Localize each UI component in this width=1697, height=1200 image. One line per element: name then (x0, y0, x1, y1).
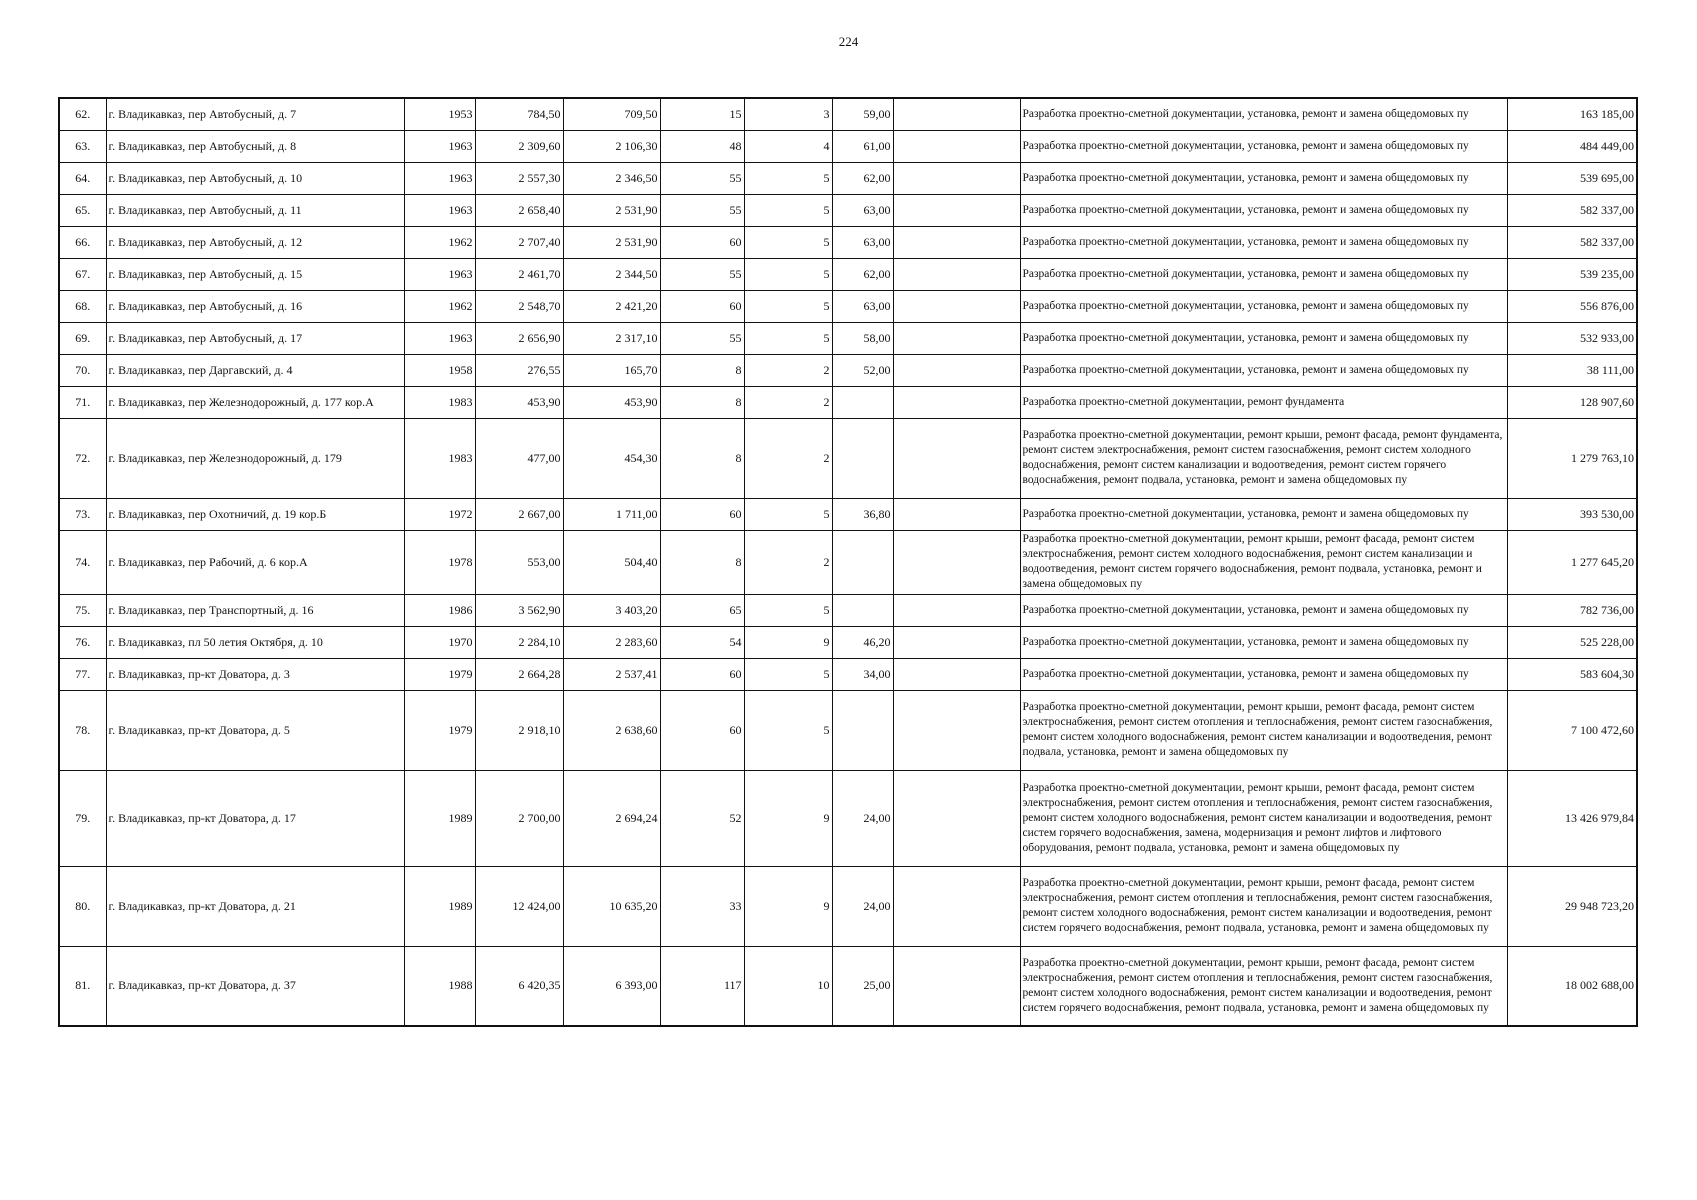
living-area-cell: 2 317,10 (563, 322, 660, 354)
residents-cell: 60 (660, 658, 744, 690)
cost-cell: 7 100 472,60 (1507, 690, 1637, 770)
wear-cell: 63,00 (832, 290, 893, 322)
floors-cell: 5 (744, 658, 832, 690)
cost-cell: 1 277 645,20 (1507, 530, 1637, 594)
extra-cell (893, 162, 1020, 194)
floors-cell: 5 (744, 690, 832, 770)
address-cell: г. Владикавказ, пр-кт Доватора, д. 21 (106, 866, 404, 946)
wear-cell: 25,00 (832, 946, 893, 1026)
wear-cell: 62,00 (832, 258, 893, 290)
works-cell: Разработка проектно-сметной документации, установка, ремонт и замена общедомовых пу (1020, 594, 1507, 626)
year-cell: 1972 (404, 498, 475, 530)
total-area-cell: 2 557,30 (475, 162, 563, 194)
total-area-cell: 2 667,00 (475, 498, 563, 530)
extra-cell (893, 226, 1020, 258)
total-area-cell: 2 707,40 (475, 226, 563, 258)
living-area-cell: 2 531,90 (563, 194, 660, 226)
cost-cell: 484 449,00 (1507, 130, 1637, 162)
floors-cell: 10 (744, 946, 832, 1026)
works-cell: Разработка проектно-сметной документации, установка, ремонт и замена общедомовых пу (1020, 258, 1507, 290)
page-number: 224 (838, 34, 859, 49)
cost-cell: 582 337,00 (1507, 194, 1637, 226)
extra-cell (893, 946, 1020, 1026)
wear-cell: 36,80 (832, 498, 893, 530)
wear-cell (832, 386, 893, 418)
total-area-cell: 2 656,90 (475, 322, 563, 354)
cost-cell: 556 876,00 (1507, 290, 1637, 322)
residents-cell: 54 (660, 626, 744, 658)
total-area-cell: 2 548,70 (475, 290, 563, 322)
cost-cell: 1 279 763,10 (1507, 418, 1637, 498)
address-cell: г. Владикавказ, пр-кт Доватора, д. 17 (106, 770, 404, 866)
row-number: 71. (59, 386, 106, 418)
extra-cell (893, 290, 1020, 322)
extra-cell (893, 194, 1020, 226)
extra-cell (893, 258, 1020, 290)
address-cell: г. Владикавказ, пр-кт Доватора, д. 3 (106, 658, 404, 690)
table-row (59, 98, 1637, 130)
cost-cell: 38 111,00 (1507, 354, 1637, 386)
cost-cell: 532 933,00 (1507, 322, 1637, 354)
works-cell: Разработка проектно-сметной документации, ремонт крыши, ремонт фасада, ремонт систем электроснабжения, ремонт систем холодного водоснабжения, ремонт систем канализации и водоотведения, ремонт систем горячего водоснабжения, ремонт подвала, установка, ремонт и замена общедомовых пу (1020, 530, 1507, 594)
address-cell: г. Владикавказ, пр-кт Доватора, д. 5 (106, 690, 404, 770)
address-cell: г. Владикавказ, пер Автобусный, д. 17 (106, 322, 404, 354)
living-area-cell: 504,40 (563, 530, 660, 594)
works-cell: Разработка проектно-сметной документации, установка, ремонт и замена общедомовых пу (1020, 290, 1507, 322)
total-area-cell: 2 461,70 (475, 258, 563, 290)
floors-cell: 5 (744, 594, 832, 626)
cost-cell: 525 228,00 (1507, 626, 1637, 658)
works-cell: Разработка проектно-сметной документации, установка, ремонт и замена общедомовых пу (1020, 98, 1507, 130)
wear-cell: 58,00 (832, 322, 893, 354)
row-number: 68. (59, 290, 106, 322)
address-cell: г. Владикавказ, пер Автобусный, д. 15 (106, 258, 404, 290)
works-cell: Разработка проектно-сметной документации, ремонт крыши, ремонт фасада, ремонт систем электроснабжения, ремонт систем отопления и теплоснабжения, ремонт систем газоснабжения, ремонт систем холодного водоснабжения, ремонт систем канализации и водоотведения, ремонт систем горячего водоснабжения, замена, модернизация и ремонт лифтов и лифтового оборудования, ремонт подвала, установка, ремонт и замена общедомовых пу (1020, 770, 1507, 866)
residents-cell: 60 (660, 498, 744, 530)
floors-cell: 9 (744, 866, 832, 946)
extra-cell (893, 626, 1020, 658)
wear-cell: 59,00 (832, 98, 893, 130)
row-number: 62. (59, 98, 106, 130)
residents-cell: 55 (660, 322, 744, 354)
works-cell: Разработка проектно-сметной документации, установка, ремонт и замена общедомовых пу (1020, 626, 1507, 658)
floors-cell: 5 (744, 162, 832, 194)
wear-cell: 24,00 (832, 866, 893, 946)
cost-cell: 582 337,00 (1507, 226, 1637, 258)
floors-cell: 3 (744, 98, 832, 130)
residents-cell: 48 (660, 130, 744, 162)
residents-cell: 8 (660, 530, 744, 594)
floors-cell: 9 (744, 770, 832, 866)
works-cell: Разработка проектно-сметной документации, ремонт крыши, ремонт фасада, ремонт фундамента, ремонт систем электроснабжения, ремонт систем газоснабжения, ремонт систем холодного водоснабжения, ремонт систем канализации и водоотведения, ремонт систем горячего водоснабжения, ремонт подвала, установка, ремонт и замена общедомовых пу (1020, 418, 1507, 498)
table-row (59, 194, 1637, 226)
wear-cell (832, 530, 893, 594)
year-cell: 1983 (404, 418, 475, 498)
table-row (59, 498, 1637, 530)
year-cell: 1989 (404, 770, 475, 866)
residents-cell: 52 (660, 770, 744, 866)
row-number: 69. (59, 322, 106, 354)
living-area-cell: 453,90 (563, 386, 660, 418)
address-cell: г. Владикавказ, пер Транспортный, д. 16 (106, 594, 404, 626)
address-cell: г. Владикавказ, пер Даргавский, д. 4 (106, 354, 404, 386)
total-area-cell: 2 700,00 (475, 770, 563, 866)
table-row (59, 290, 1637, 322)
works-cell: Разработка проектно-сметной документации, установка, ремонт и замена общедомовых пу (1020, 130, 1507, 162)
row-number: 75. (59, 594, 106, 626)
residents-cell: 55 (660, 194, 744, 226)
table-row (59, 354, 1637, 386)
row-number: 65. (59, 194, 106, 226)
works-cell: Разработка проектно-сметной документации, установка, ремонт и замена общедомовых пу (1020, 226, 1507, 258)
year-cell: 1962 (404, 226, 475, 258)
address-cell: г. Владикавказ, пер Автобусный, д. 16 (106, 290, 404, 322)
living-area-cell: 2 346,50 (563, 162, 660, 194)
works-cell: Разработка проектно-сметной документации, ремонт фундамента (1020, 386, 1507, 418)
wear-cell (832, 690, 893, 770)
living-area-cell: 2 537,41 (563, 658, 660, 690)
extra-cell (893, 130, 1020, 162)
extra-cell (893, 690, 1020, 770)
extra-cell (893, 594, 1020, 626)
cost-cell: 163 185,00 (1507, 98, 1637, 130)
extra-cell (893, 866, 1020, 946)
year-cell: 1986 (404, 594, 475, 626)
wear-cell: 63,00 (832, 194, 893, 226)
cost-cell: 583 604,30 (1507, 658, 1637, 690)
wear-cell: 62,00 (832, 162, 893, 194)
wear-cell: 24,00 (832, 770, 893, 866)
floors-cell: 2 (744, 386, 832, 418)
wear-cell: 46,20 (832, 626, 893, 658)
extra-cell (893, 418, 1020, 498)
total-area-cell: 2 658,40 (475, 194, 563, 226)
address-cell: г. Владикавказ, пер Автобусный, д. 11 (106, 194, 404, 226)
cost-cell: 539 695,00 (1507, 162, 1637, 194)
floors-cell: 5 (744, 498, 832, 530)
wear-cell (832, 418, 893, 498)
cost-cell: 13 426 979,84 (1507, 770, 1637, 866)
living-area-cell: 1 711,00 (563, 498, 660, 530)
living-area-cell: 2 421,20 (563, 290, 660, 322)
address-cell: г. Владикавказ, пер Автобусный, д. 12 (106, 226, 404, 258)
row-number: 67. (59, 258, 106, 290)
floors-cell: 2 (744, 530, 832, 594)
wear-cell: 52,00 (832, 354, 893, 386)
year-cell: 1962 (404, 290, 475, 322)
table-row (59, 386, 1637, 418)
table-row (59, 866, 1637, 946)
living-area-cell: 454,30 (563, 418, 660, 498)
table-row (59, 418, 1637, 498)
living-area-cell: 2 531,90 (563, 226, 660, 258)
works-cell: Разработка проектно-сметной документации, установка, ремонт и замена общедомовых пу (1020, 322, 1507, 354)
address-cell: г. Владикавказ, пер Рабочий, д. 6 кор.А (106, 530, 404, 594)
row-number: 78. (59, 690, 106, 770)
floors-cell: 5 (744, 226, 832, 258)
extra-cell (893, 386, 1020, 418)
table-row (59, 162, 1637, 194)
residents-cell: 55 (660, 258, 744, 290)
floors-cell: 2 (744, 354, 832, 386)
works-cell: Разработка проектно-сметной документации, установка, ремонт и замена общедомовых пу (1020, 498, 1507, 530)
living-area-cell: 2 106,30 (563, 130, 660, 162)
table-row (59, 658, 1637, 690)
table-row (59, 690, 1637, 770)
works-cell: Разработка проектно-сметной документации, установка, ремонт и замена общедомовых пу (1020, 194, 1507, 226)
row-number: 70. (59, 354, 106, 386)
floors-cell: 2 (744, 418, 832, 498)
living-area-cell: 6 393,00 (563, 946, 660, 1026)
table-row (59, 530, 1637, 594)
row-number: 73. (59, 498, 106, 530)
extra-cell (893, 658, 1020, 690)
row-number: 79. (59, 770, 106, 866)
table-row (59, 770, 1637, 866)
year-cell: 1963 (404, 258, 475, 290)
address-cell: г. Владикавказ, пер Автобусный, д. 7 (106, 98, 404, 130)
table-body (59, 98, 1637, 1026)
wear-cell (832, 594, 893, 626)
table-row (59, 594, 1637, 626)
address-cell: г. Владикавказ, пер Автобусный, д. 8 (106, 130, 404, 162)
wear-cell: 63,00 (832, 226, 893, 258)
year-cell: 1963 (404, 130, 475, 162)
table-row (59, 626, 1637, 658)
floors-cell: 5 (744, 258, 832, 290)
year-cell: 1989 (404, 866, 475, 946)
address-cell: г. Владикавказ, пер Железнодорожный, д. 179 (106, 418, 404, 498)
table-row (59, 130, 1637, 162)
year-cell: 1963 (404, 194, 475, 226)
cost-cell: 29 948 723,20 (1507, 866, 1637, 946)
address-cell: г. Владикавказ, пр-кт Доватора, д. 37 (106, 946, 404, 1026)
row-number: 77. (59, 658, 106, 690)
floors-cell: 5 (744, 322, 832, 354)
extra-cell (893, 322, 1020, 354)
year-cell: 1953 (404, 98, 475, 130)
address-cell: г. Владикавказ, пер Автобусный, д. 10 (106, 162, 404, 194)
row-number: 74. (59, 530, 106, 594)
total-area-cell: 453,90 (475, 386, 563, 418)
extra-cell (893, 498, 1020, 530)
extra-cell (893, 98, 1020, 130)
works-cell: Разработка проектно-сметной документации, ремонт крыши, ремонт фасада, ремонт систем электроснабжения, ремонт систем отопления и теплоснабжения, ремонт систем газоснабжения, ремонт систем холодного водоснабжения, ремонт систем канализации и водоотведения, ремонт подвала, установка, ремонт и замена общедомовых пу (1020, 690, 1507, 770)
year-cell: 1978 (404, 530, 475, 594)
row-number: 72. (59, 418, 106, 498)
row-number: 63. (59, 130, 106, 162)
total-area-cell: 6 420,35 (475, 946, 563, 1026)
floors-cell: 9 (744, 626, 832, 658)
residents-cell: 60 (660, 690, 744, 770)
total-area-cell: 12 424,00 (475, 866, 563, 946)
cost-cell: 539 235,00 (1507, 258, 1637, 290)
table-row (59, 226, 1637, 258)
year-cell: 1963 (404, 162, 475, 194)
year-cell: 1963 (404, 322, 475, 354)
total-area-cell: 3 562,90 (475, 594, 563, 626)
address-cell: г. Владикавказ, пл 50 летия Октября, д. 10 (106, 626, 404, 658)
living-area-cell: 10 635,20 (563, 866, 660, 946)
extra-cell (893, 770, 1020, 866)
row-number: 66. (59, 226, 106, 258)
address-cell: г. Владикавказ, пер Охотничий, д. 19 кор.Б (106, 498, 404, 530)
residents-cell: 8 (660, 418, 744, 498)
floors-cell: 4 (744, 130, 832, 162)
address-cell: г. Владикавказ, пер Железнодорожный, д. 177 кор.А (106, 386, 404, 418)
extra-cell (893, 530, 1020, 594)
living-area-cell: 3 403,20 (563, 594, 660, 626)
total-area-cell: 784,50 (475, 98, 563, 130)
year-cell: 1979 (404, 690, 475, 770)
total-area-cell: 276,55 (475, 354, 563, 386)
floors-cell: 5 (744, 290, 832, 322)
works-cell: Разработка проектно-сметной документации, ремонт крыши, ремонт фасада, ремонт систем электроснабжения, ремонт систем отопления и теплоснабжения, ремонт систем газоснабжения, ремонт систем холодного водоснабжения, ремонт систем канализации и водоотведения, ремонт систем горячего водоснабжения, ремонт подвала, установка, ремонт и замена общедомовых пу (1020, 866, 1507, 946)
housing-repair-table (58, 97, 1638, 1027)
total-area-cell: 2 664,28 (475, 658, 563, 690)
total-area-cell: 2 284,10 (475, 626, 563, 658)
living-area-cell: 2 638,60 (563, 690, 660, 770)
residents-cell: 8 (660, 386, 744, 418)
living-area-cell: 2 694,24 (563, 770, 660, 866)
living-area-cell: 2 283,60 (563, 626, 660, 658)
living-area-cell: 709,50 (563, 98, 660, 130)
row-number: 80. (59, 866, 106, 946)
cost-cell: 393 530,00 (1507, 498, 1637, 530)
residents-cell: 117 (660, 946, 744, 1026)
total-area-cell: 477,00 (475, 418, 563, 498)
table-row (59, 946, 1637, 1026)
year-cell: 1983 (404, 386, 475, 418)
year-cell: 1970 (404, 626, 475, 658)
living-area-cell: 2 344,50 (563, 258, 660, 290)
residents-cell: 55 (660, 162, 744, 194)
residents-cell: 8 (660, 354, 744, 386)
living-area-cell: 165,70 (563, 354, 660, 386)
residents-cell: 65 (660, 594, 744, 626)
year-cell: 1979 (404, 658, 475, 690)
extra-cell (893, 354, 1020, 386)
total-area-cell: 553,00 (475, 530, 563, 594)
total-area-cell: 2 918,10 (475, 690, 563, 770)
cost-cell: 128 907,60 (1507, 386, 1637, 418)
residents-cell: 33 (660, 866, 744, 946)
total-area-cell: 2 309,60 (475, 130, 563, 162)
row-number: 81. (59, 946, 106, 1026)
row-number: 76. (59, 626, 106, 658)
residents-cell: 60 (660, 290, 744, 322)
works-cell: Разработка проектно-сметной документации, установка, ремонт и замена общедомовых пу (1020, 354, 1507, 386)
cost-cell: 18 002 688,00 (1507, 946, 1637, 1026)
wear-cell: 61,00 (832, 130, 893, 162)
row-number: 64. (59, 162, 106, 194)
year-cell: 1958 (404, 354, 475, 386)
residents-cell: 60 (660, 226, 744, 258)
table-row (59, 258, 1637, 290)
cost-cell: 782 736,00 (1507, 594, 1637, 626)
wear-cell: 34,00 (832, 658, 893, 690)
works-cell: Разработка проектно-сметной документации, установка, ремонт и замена общедомовых пу (1020, 162, 1507, 194)
residents-cell: 15 (660, 98, 744, 130)
works-cell: Разработка проектно-сметной документации, ремонт крыши, ремонт фасада, ремонт систем электроснабжения, ремонт систем отопления и теплоснабжения, ремонт систем газоснабжения, ремонт систем холодного водоснабжения, ремонт систем канализации и водоотведения, ремонт систем горячего водоснабжения, ремонт подвала, установка, ремонт и замена общедомовых пу (1020, 946, 1507, 1026)
works-cell: Разработка проектно-сметной документации, установка, ремонт и замена общедомовых пу (1020, 658, 1507, 690)
year-cell: 1988 (404, 946, 475, 1026)
floors-cell: 5 (744, 194, 832, 226)
table-row (59, 322, 1637, 354)
